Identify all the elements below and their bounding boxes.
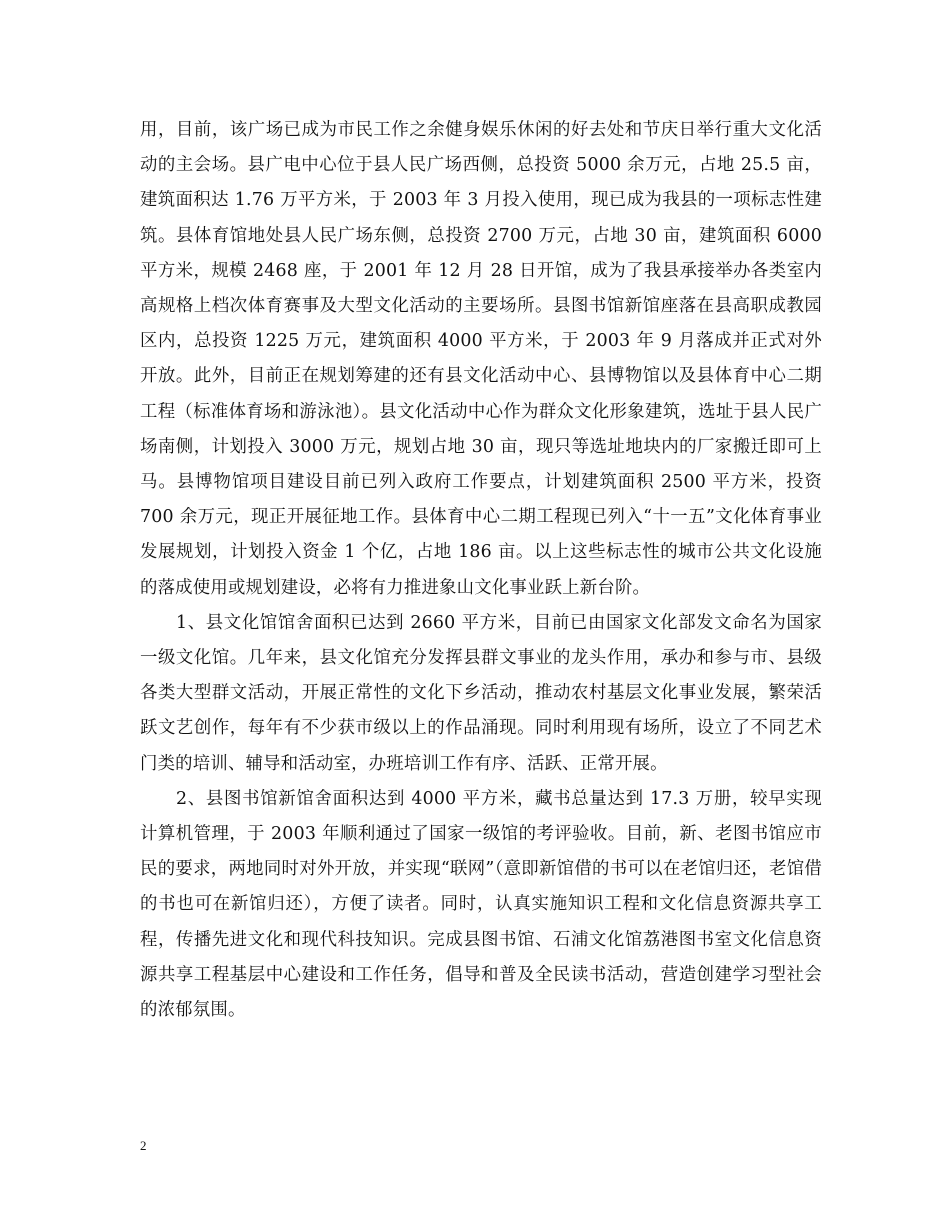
- paragraph-continuation: 用，目前，该广场已成为市民工作之余健身娱乐休闲的好去处和节庆日举行重大文化活动的主会场。县广电中心位于县人民广场西侧，总投资 5000 余万元，占地 25.5 亩，建筑面积达 1.76 万平方米，于 2003 年 3 月投入使用，现已成为我县的一项标志性建筑。县体育馆地处县人民广场东侧，总投资 2700 万元，占地 30 亩，建筑面积 6000 平方米，规模 2468 座，于 2001 年 12 月 28 日开馆，成为了我县承接举办各类室内高规格上档次体育赛事及大型文化活动的主要场所。县图书馆新馆座落在县高职成教园区内，总投资 1225 万元，建筑面积 4000 平方米，于 2003 年 9 月落成并正式对外开放。此外，目前正在规划筹建的还有县文化活动中心、县博物馆以及县体育中心二期工程（标准体育场和游泳池）。县文化活动中心作为群众文化形象建筑，选址于县人民广场南侧，计划投入 3000 万元，规划占地 30 亩，现只等选址地块内的厂家搬迁即可上马。县博物馆项目建设目前已列入政府工作要点，计划建筑面积 2500 平方米，投资 700 余万元，现正开展征地工作。县体育中心二期工程现已列入“十一五”文化体育事业发展规划，计划投入资金 1 个亿，占地 186 亩。以上这些标志性的城市公共文化设施的落成使用或规划建设，必将有力推进象山文化事业跃上新台阶。: [140, 120, 822, 598]
- paragraph-cultural-center: 1、县文化馆馆舍面积已达到 2660 平方米，目前已由国家文化部发文命名为国家一级文化馆。几年来，县文化馆充分发挥县群文事业的龙头作用，承办和参与市、县级各类大型群文活动，开展正常性的文化下乡活动，推动农村基层文化事业发展，繁荣活跃文艺创作，每年有不少获市级以上的作品涌现。同时利用现有场所，设立了不同艺术门类的培训、辅导和活动室，办班培训工作有序、活跃、正常开展。: [140, 612, 822, 774]
- page-number: 2: [140, 1138, 147, 1153]
- document-body: [140, 113, 822, 1028]
- paragraph-library: 2、县图书馆新馆舍面积达到 4000 平方米，藏书总量达到 17.3 万册，较早实现计算机管理，于 2003 年顺利通过了国家一级馆的考评验收。目前，新、老图书馆应市民的要求，两地同时对外开放，并实现“联网”（意即新馆借的书可以在老馆归还，老馆借的书也可在新馆归还），方便了读者。同时，认真实施知识工程和文化信息资源共享工程，传播先进文化和现代科技知识。完成县图书馆、石浦文化馆荔港图书室文化信息资源共享工程基层中心建设和工作任务，倡导和普及全民读书活动，营造创建学习型社会的浓郁氛围。: [140, 788, 822, 1021]
